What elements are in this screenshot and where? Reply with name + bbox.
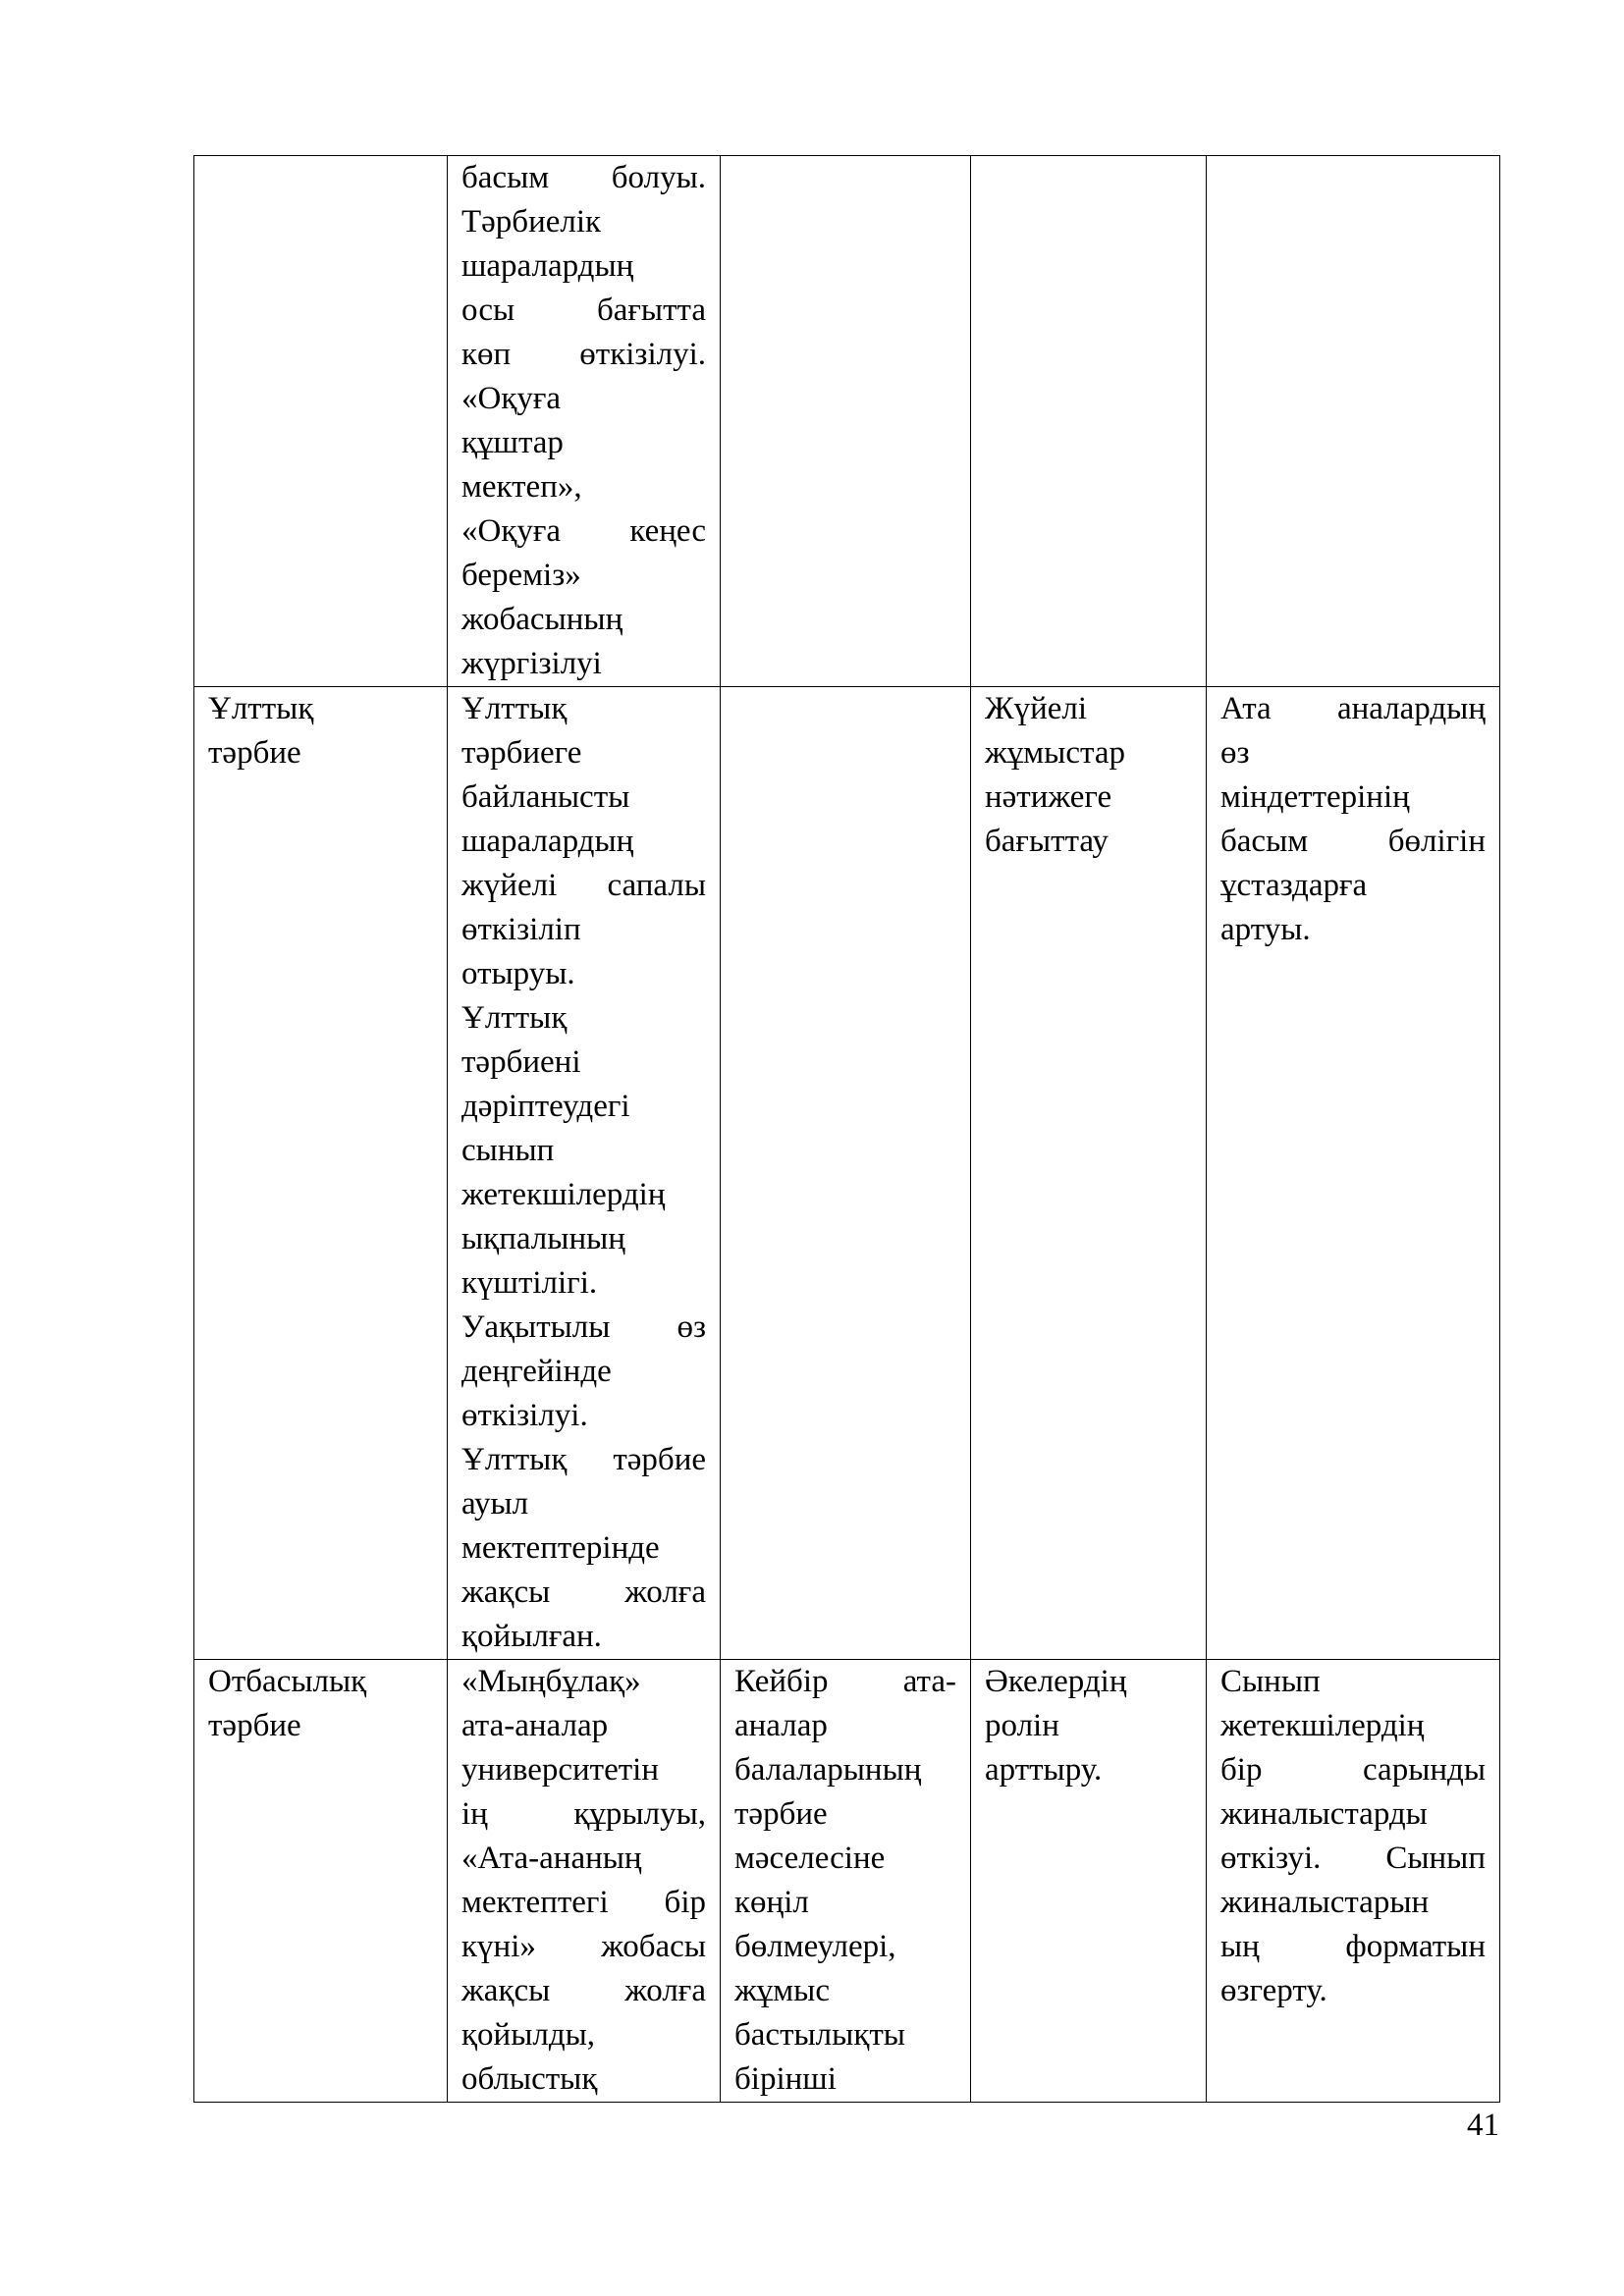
cell-line: Ата аналардың [1220, 691, 1486, 726]
cell-line: облыстық [461, 2061, 598, 2097]
cell-line: мәселесіне [734, 1841, 886, 1876]
cell-line: өз [1220, 735, 1250, 771]
cell-line: басым болуы. [461, 160, 706, 195]
cell-line: тәрбие [208, 1708, 301, 1743]
cell-line: қойылды, [461, 2017, 596, 2053]
cell-line: университетін [461, 1752, 659, 1788]
cell-line: отыруы. [461, 956, 575, 991]
cell-line: бастылықты [734, 2017, 905, 2053]
cell-line: тәрбие [208, 735, 301, 771]
table-cell-weaknesses [721, 687, 971, 1660]
cell-line: жетекшілердің [1220, 1708, 1425, 1743]
cell-line: жетекшілердің [461, 1177, 666, 1212]
cell-line: жұмыстар [985, 735, 1125, 771]
cell-line: Ұлттық [461, 1000, 568, 1036]
cell-line: көңіл [734, 1885, 809, 1920]
cell-line: көп өткізілуі. [461, 337, 706, 372]
cell-line: Жүйелі [985, 691, 1088, 726]
cell-line: құштар [461, 425, 564, 460]
table-row [194, 1660, 1500, 2103]
cell-line: қойылған. [461, 1619, 602, 1654]
cell-line: өткізуі. Сынып [1220, 1841, 1486, 1876]
cell-line: Отбасылық [208, 1664, 367, 1699]
cell-line: «Оқуға [461, 381, 562, 416]
cell-line: өткізілуі. [461, 1398, 588, 1433]
table-cell-strengths [448, 156, 721, 687]
cell-line: ауыл [461, 1486, 529, 1522]
cell-line: ата-аналар [461, 1708, 609, 1743]
cell-line: тәрбиені [461, 1044, 581, 1080]
cell-line: Тәрбиелік [461, 204, 602, 240]
cell-line: осы бағытта [461, 293, 706, 328]
cell-line: Ұлттық [461, 691, 568, 726]
cell-line: балаларының [734, 1752, 922, 1788]
table-cell-strengths [448, 687, 721, 1660]
cell-line: ың форматын [1220, 1929, 1486, 1964]
table-cell-threats [1207, 687, 1500, 1660]
table-cell-opportunities [971, 156, 1207, 687]
table-cell-opportunities [971, 687, 1207, 1660]
cell-line: өзгерту. [1220, 1973, 1327, 2008]
cell-line: жақсы жолға [461, 1973, 706, 2008]
cell-line: жобасының [461, 602, 623, 637]
cell-line: ұстаздарға [1220, 868, 1368, 903]
cell-line: Әкелердің [985, 1664, 1127, 1699]
cell-line: арттыру. [985, 1752, 1103, 1788]
cell-line: «Ата-ананың [461, 1841, 642, 1876]
cell-line: міндеттерінің [1220, 779, 1410, 815]
table-cell-opportunities [971, 1660, 1207, 2103]
cell-line: жүргізілуі [461, 646, 602, 681]
cell-line: бағыттау [985, 824, 1109, 859]
cell-line: бірінші [734, 2061, 837, 2097]
cell-line: Кейбір ата- [734, 1664, 956, 1699]
cell-line: Сынып [1220, 1664, 1321, 1699]
table-cell-strengths [448, 1660, 721, 2103]
cell-line: байланысты [461, 779, 630, 815]
cell-line: сынып [461, 1133, 555, 1168]
table-cell-weaknesses [721, 1660, 971, 2103]
table-cell-category [194, 687, 448, 1660]
cell-line: тәрбиеге [461, 735, 582, 771]
cell-line: артуы. [1220, 912, 1311, 947]
cell-line: ің құрылуы, [461, 1796, 706, 1832]
cell-line: жиналыстарын [1220, 1885, 1430, 1920]
cell-line: мектептерінде [461, 1530, 660, 1566]
cell-line: тәрбие [734, 1796, 828, 1832]
cell-line: бір сарынды [1220, 1752, 1486, 1788]
cell-line: жұмыс [734, 1973, 831, 2008]
cell-line: бөлмеулері, [734, 1929, 896, 1964]
cell-line: мектептегі бір [461, 1885, 706, 1920]
table-cell-weaknesses [721, 156, 971, 687]
cell-line: күні» жобасы [461, 1929, 706, 1964]
cell-line: күштілігі. [461, 1265, 598, 1301]
cell-line: өткізіліп [461, 912, 581, 947]
cell-line: Уақытылы өз [461, 1309, 706, 1345]
cell-line: ролін [985, 1708, 1059, 1743]
table-cell-category [194, 156, 448, 687]
table-row [194, 156, 1500, 687]
cell-line: береміз» [461, 558, 581, 593]
cell-line: аналар [734, 1708, 828, 1743]
cell-line: шаралардың [461, 824, 634, 859]
cell-line: мектеп», [461, 469, 582, 505]
table-cell-category [194, 1660, 448, 2103]
page-number: 41 [1467, 2108, 1499, 2143]
cell-line: Ұлттық тәрбие [461, 1442, 706, 1477]
document-table [193, 155, 1500, 2103]
table-cell-threats [1207, 156, 1500, 687]
cell-line: жақсы жолға [461, 1575, 706, 1610]
cell-line: жүйелі сапалы [461, 868, 706, 903]
cell-line: деңгейінде [461, 1354, 612, 1389]
cell-line: ықпалының [461, 1221, 625, 1256]
cell-line: шаралардың [461, 248, 634, 284]
cell-line: нәтижеге [985, 779, 1112, 815]
cell-line: «Оқуға кеңес [461, 513, 706, 549]
cell-line: жиналыстарды [1220, 1796, 1428, 1832]
cell-line: дәріптеудегі [461, 1089, 630, 1124]
table-row [194, 687, 1500, 1660]
cell-line: «Мыңбұлақ» [461, 1664, 641, 1699]
cell-line: басым бөлігін [1220, 824, 1486, 859]
cell-line: Ұлттық [208, 691, 314, 726]
table-cell-threats [1207, 1660, 1500, 2103]
